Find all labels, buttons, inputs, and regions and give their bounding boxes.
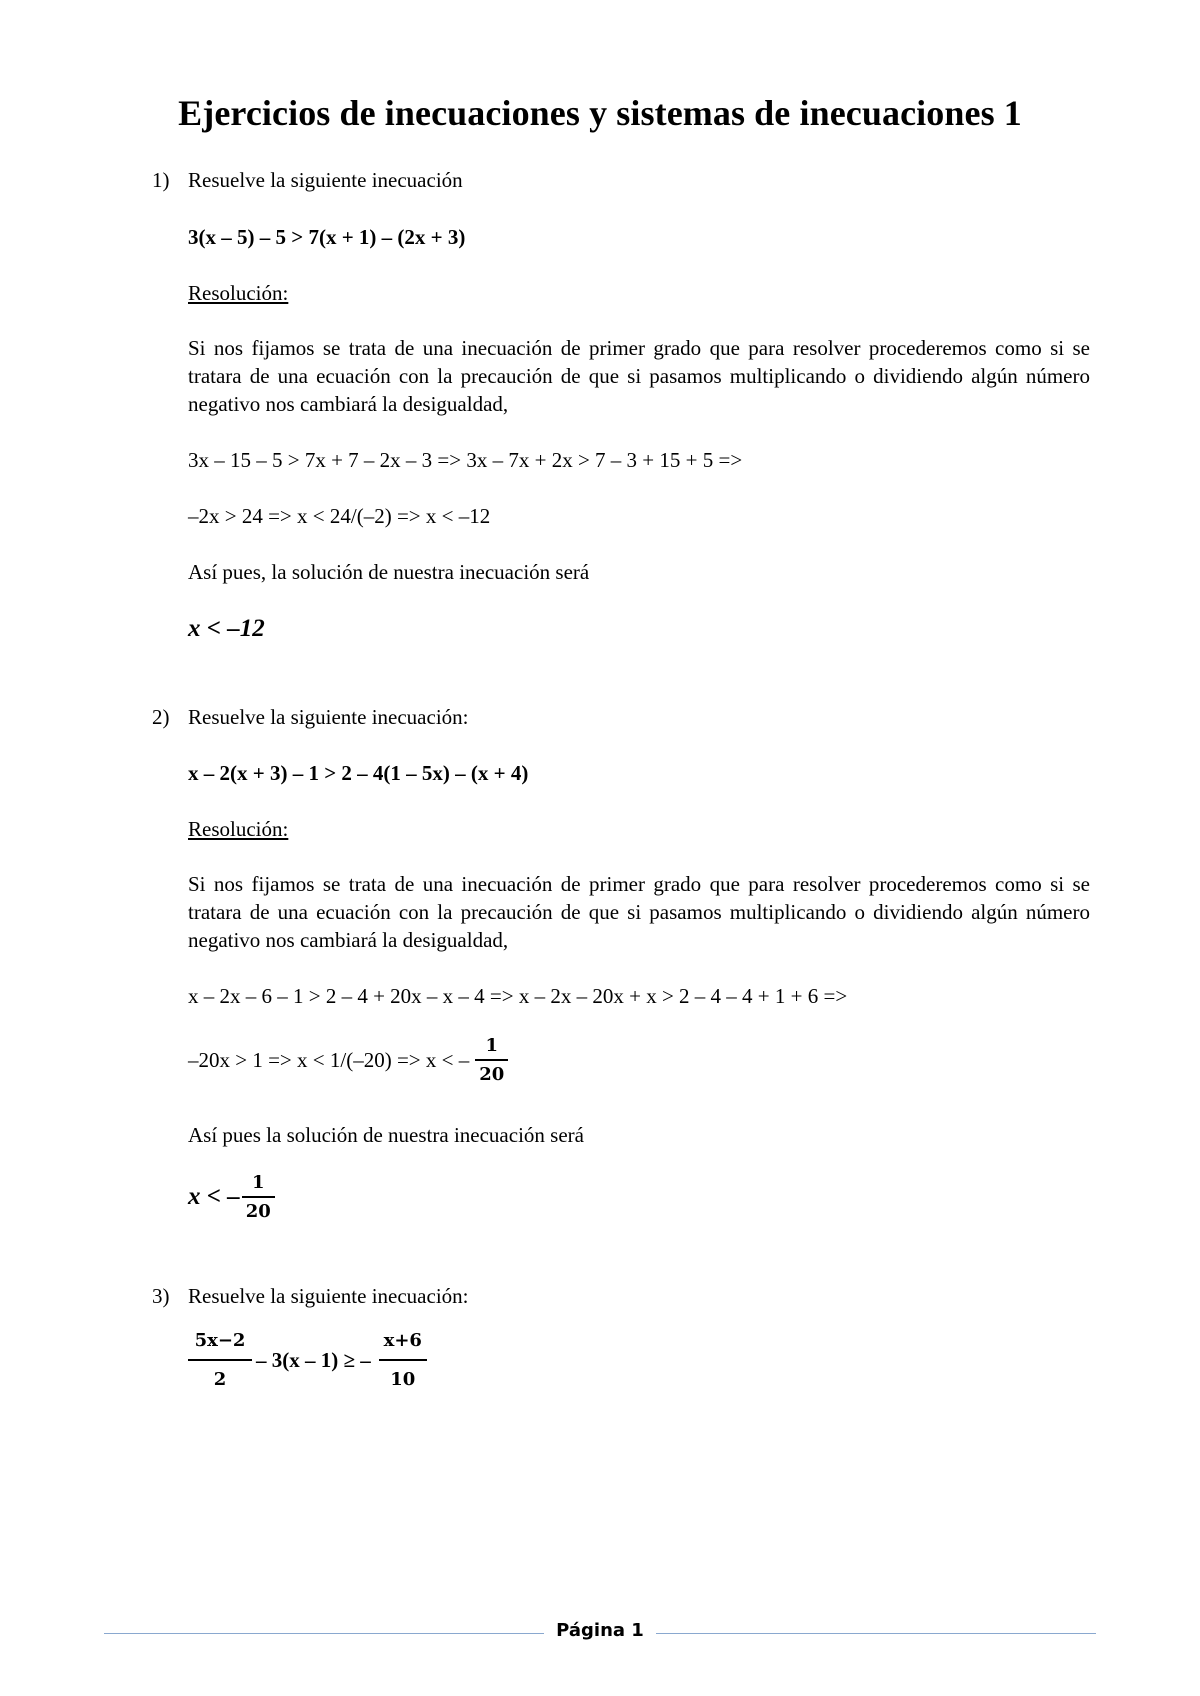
exercise-1-number: 1) xyxy=(152,168,170,192)
fraction-numerator: 1 xyxy=(485,1035,499,1056)
exercise-3-prompt: Resuelve la siguiente inecuación: xyxy=(188,1284,469,1308)
fraction-denominator: 2 xyxy=(188,1359,252,1390)
exercise-2-equation: x – 2(x + 3) – 1 > 2 – 4(1 – 5x) – (x + 4) xyxy=(188,761,529,785)
exercise-1-prompt: Resuelve la siguiente inecuación xyxy=(188,168,463,192)
exercise-2-step-2-text: –20x > 1 => x < 1/(–20) => x < – xyxy=(188,1047,470,1072)
fraction-numerator: 1 xyxy=(252,1172,265,1193)
exercise-1-solution: x < –12 xyxy=(188,615,265,642)
exercise-3-fraction-1 xyxy=(188,1330,252,1390)
fraction-denominator: 10 xyxy=(379,1359,427,1390)
fraction-denominator: 20 xyxy=(242,1196,275,1222)
exercise-2-number: 2) xyxy=(152,705,170,729)
exercise-3-equation xyxy=(188,1330,427,1390)
exercise-2-solution-fraction xyxy=(242,1172,275,1222)
exercise-3-number: 3) xyxy=(152,1284,170,1308)
exercise-2-step-1: x – 2x – 6 – 1 > 2 – 4 + 20x – x – 4 => x – 2x – 20x + x > 2 – 4 – 4 + 1 + 6 => xyxy=(188,984,848,1008)
exercise-2-solution-text: x < – xyxy=(188,1183,240,1210)
fraction-numerator: 5x−2 xyxy=(194,1330,246,1351)
exercise-1-step-2: –2x > 24 => x < 24/(–2) => x < –12 xyxy=(188,504,491,528)
exercise-2-step-2 xyxy=(188,1035,508,1085)
exercise-2-step-2-fraction xyxy=(475,1035,508,1085)
exercise-1-step-1: 3x – 15 – 5 > 7x + 7 – 2x – 3 => 3x – 7x + 2x > 7 – 3 + 15 + 5 => xyxy=(188,448,743,472)
exercise-1-paragraph: Si nos fijamos se trata de una inecuación de primer grado que para resolver procederemos como si se tratara de una ecuación con la precaución de que si pasamos multiplicando o dividiendo algún número negativo nos cambiará la desigualdad, xyxy=(188,336,1090,416)
exercise-2-conclusion: Así pues la solución de nuestra inecuación será xyxy=(188,1123,584,1147)
exercise-2-paragraph: Si nos fijamos se trata de una inecuación de primer grado que para resolver procederemos como si se tratara de una ecuación con la precaución de que si pasamos multiplicando o dividiendo algún número negativo nos cambiará la desigualdad, xyxy=(188,872,1090,952)
page-number: Página 1 xyxy=(556,1620,644,1641)
exercise-1-conclusion: Así pues, la solución de nuestra inecuación será xyxy=(188,560,590,584)
exercise-1-equation: 3(x – 5) – 5 > 7(x + 1) – (2x + 3) xyxy=(188,225,466,249)
fraction-numerator: x+6 xyxy=(383,1330,422,1351)
page-title: Ejercicios de inecuaciones y sistemas de inecuaciones 1 xyxy=(178,93,1022,133)
exercise-2-resolution-label: Resolución: xyxy=(188,817,289,841)
exercise-3-fraction-2 xyxy=(379,1330,427,1390)
exercise-1-resolution-label: Resolución: xyxy=(188,281,289,305)
fraction-denominator: 20 xyxy=(475,1059,508,1085)
exercise-3-middle: – 3(x – 1) ≥ – xyxy=(256,1347,371,1372)
exercise-2-prompt: Resuelve la siguiente inecuación: xyxy=(188,705,469,729)
exercise-2-solution xyxy=(188,1172,275,1222)
